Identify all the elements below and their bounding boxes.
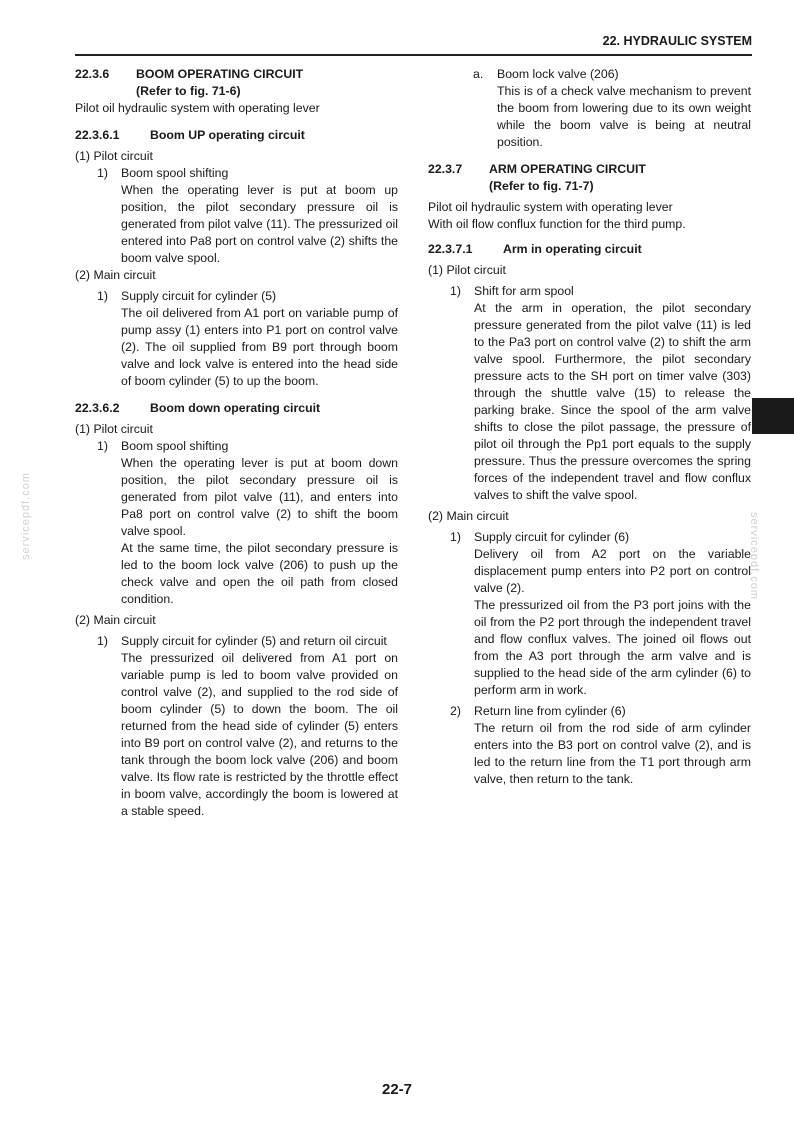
- list-item: [428, 529, 751, 546]
- circuit-label: (1) Pilot circuit: [428, 263, 506, 277]
- list-item: [428, 703, 751, 720]
- subsection-heading: [75, 127, 398, 144]
- item-title: Supply circuit for cylinder (5) and return oil circuit: [121, 634, 387, 648]
- item-title: Boom spool shifting: [121, 439, 229, 453]
- section-number: 22.3.6: [75, 67, 110, 81]
- item-title: Supply circuit for cylinder (6): [474, 530, 630, 544]
- list-item: [428, 66, 751, 83]
- figure-reference: (Refer to fig. 71-7): [489, 179, 594, 193]
- header-rule: [75, 54, 752, 56]
- subsection-number: 22.3.6.2: [75, 401, 120, 415]
- figure-reference: (Refer to fig. 71-6): [136, 84, 241, 98]
- paragraph: When the operating lever is put at boom down position, the pilot secondary pressure oil is generated from pilot valve (11), and enters into Pa8 port on control valve (2) to shift the boom valve spool.: [121, 456, 398, 538]
- watermark: servicepdf.com: [748, 512, 760, 600]
- circuit-label: (2) Main circuit: [75, 268, 156, 282]
- item-number: 1): [97, 634, 108, 648]
- list-item: [428, 283, 751, 300]
- list-item: [75, 165, 398, 182]
- section-title: ARM OPERATING CIRCUIT: [489, 162, 646, 176]
- subsection-heading: [428, 241, 751, 258]
- section-intro: Pilot oil hydraulic system with operating lever: [428, 200, 673, 214]
- right-column: [428, 66, 751, 788]
- section-intro: Pilot oil hydraulic system with operating lever: [75, 101, 320, 115]
- circuit-label: (1) Pilot circuit: [75, 422, 153, 436]
- subsection-number: 22.3.7.1: [428, 242, 473, 256]
- list-item: [75, 288, 398, 305]
- item-title: Boom spool shifting: [121, 166, 229, 180]
- watermark: servicepdf.com: [20, 472, 32, 560]
- subsection-title: Boom down operating circuit: [150, 401, 321, 415]
- item-number: 1): [97, 166, 108, 180]
- paragraph: At the arm in operation, the pilot secondary pressure generated from the pilot valve (11) is led to the Pa3 port on control valve (2) to shift the arm valve spool. Furthermore, the pilot secondary pressure acts to the SH port on timer valve (303) through the shuttle valve (15) to release the parking brake. Since the spool of the arm valve shifts to close the pilot passage, the pressure of pilot oil through the Pp1 port equals to the supply pressure. Thus the pressure overcomes the spring forces of the independent travel and flow conflux valves to shift the valve spool.: [474, 301, 751, 502]
- item-title: Boom lock valve (206): [497, 67, 619, 81]
- item-number: 2): [450, 704, 461, 718]
- running-header: 22. HYDRAULIC SYSTEM: [602, 34, 752, 48]
- item-number: 1): [450, 284, 461, 298]
- left-column: [75, 66, 398, 820]
- section-title: BOOM OPERATING CIRCUIT: [136, 67, 304, 81]
- paragraph: At the same time, the pilot secondary pressure is led to the boom lock valve (206) to push up the check valve and open the oil path from closed condition.: [121, 541, 398, 606]
- paragraph: When the operating lever is put at boom up position, the pilot secondary pressure oil is generated from pilot valve (11). The pressurized oil entered into Pa8 port on control valve (2) shifts the boom valve spool.: [121, 183, 398, 265]
- item-title: Supply circuit for cylinder (5): [121, 289, 277, 303]
- item-title: Shift for arm spool: [474, 284, 574, 298]
- circuit-label: (1) Pilot circuit: [75, 149, 153, 163]
- item-letter: a.: [473, 67, 484, 81]
- subsection-title: Arm in operating circuit: [503, 242, 642, 256]
- section-intro: With oil flow conflux function for the third pump.: [428, 217, 686, 231]
- paragraph: The pressurized oil from the P3 port joins with the oil from the P2 port through the independent travel and flow conflux valves. The joined oil flows out from the A3 port through the arm valve and is supplied to the head side of the arm cylinder (6) to perform arm in work.: [474, 598, 751, 697]
- item-number: 1): [97, 439, 108, 453]
- item-number: 1): [450, 530, 461, 544]
- subsection-heading: [75, 400, 398, 417]
- item-title: Return line from cylinder (6): [474, 704, 626, 718]
- section-heading: [75, 66, 398, 83]
- paragraph: The return oil from the rod side of arm cylinder enters into the B3 port on control valve (2), and is led to the return line from the T1 port through arm valve, then return to the tank.: [474, 721, 751, 786]
- section-number: 22.3.7: [428, 162, 463, 176]
- list-item: [75, 438, 398, 455]
- chapter-thumb-tab: [752, 398, 794, 434]
- circuit-label: (2) Main circuit: [428, 509, 509, 523]
- list-item: [75, 633, 398, 650]
- page-number: 22-7: [381, 1081, 413, 1098]
- paragraph: This is of a check valve mechanism to prevent the boom from lowering due to its own weight while the boom valve is being at neutral position.: [497, 84, 751, 149]
- circuit-label: (2) Main circuit: [75, 613, 156, 627]
- paragraph: The oil delivered from A1 port on variable pump of pump assy (1) enters into P1 port on control valve (2). The oil supplied from B9 port through boom valve and lock valve is entered into the head side of boom cylinder (5) to up the boom.: [121, 306, 398, 388]
- subsection-number: 22.3.6.1: [75, 128, 120, 142]
- subsection-title: Boom UP operating circuit: [150, 128, 305, 142]
- item-number: 1): [97, 289, 108, 303]
- paragraph: Delivery oil from A2 port on the variable displacement pump enters into P2 port on control valve (2).: [474, 547, 751, 595]
- paragraph: The pressurized oil delivered from A1 port on variable pump is led to boom valve provided on control valve (2), and supplied to the rod side of boom cylinder (5) to down the boom. The oil returned from the head side of cylinder (5) enters into B9 port on control valve (2), and returns to the tank through the boom lock valve (206) and boom valve. Its flow rate is restricted by the throttle effect in boom valve, accordingly the boom is lowered at a stable speed.: [121, 651, 398, 818]
- section-heading: [428, 161, 751, 178]
